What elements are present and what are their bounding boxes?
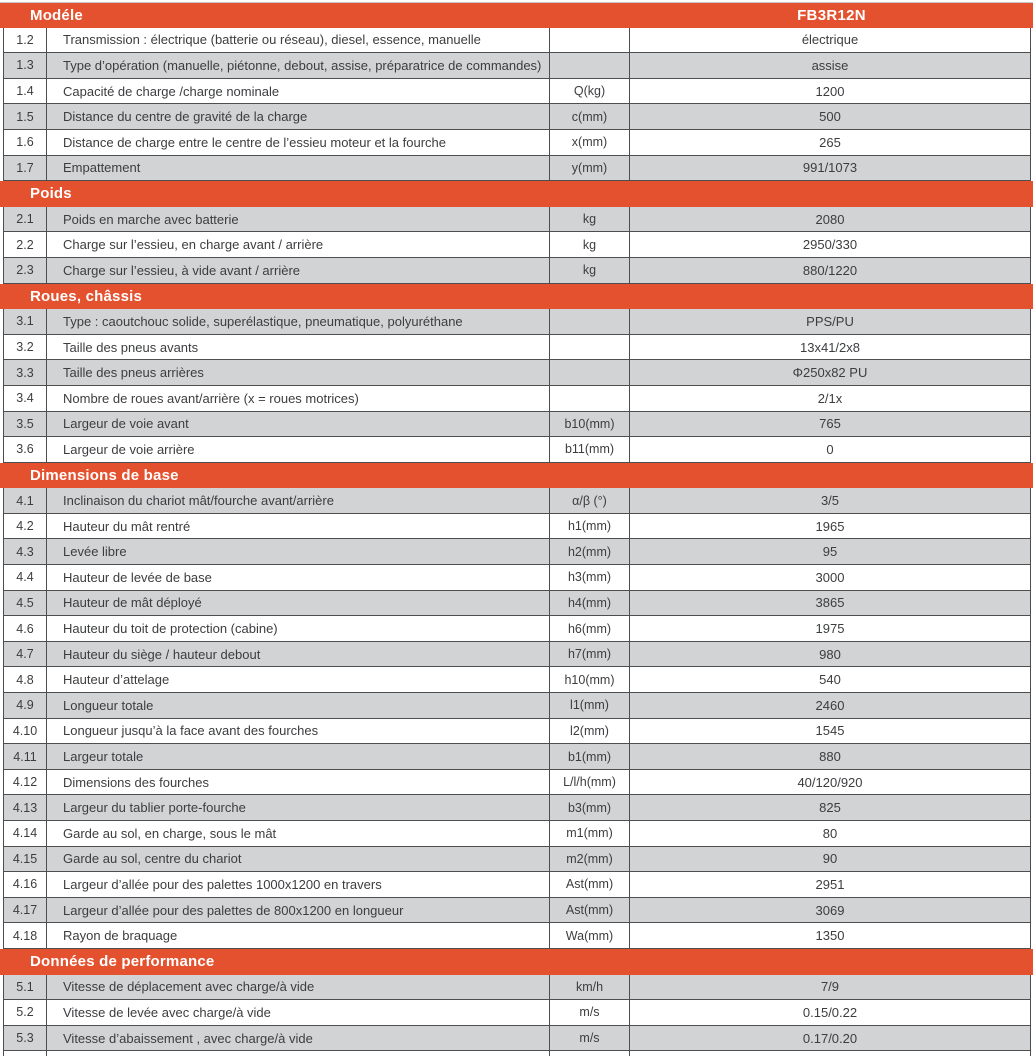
row-description-cell: Largeur totale xyxy=(47,744,550,769)
row-value-cell: 2080 xyxy=(630,207,1031,232)
row-value-cell: 7/9 xyxy=(630,975,1031,1000)
section-title: Roues, châssis xyxy=(30,287,143,305)
row-value-cell: 500 xyxy=(630,104,1031,129)
row-value-cell: 1975 xyxy=(630,616,1031,641)
row-description-cell: Type d’opération (manuelle, piétonne, debout, assise, préparatrice de commandes) xyxy=(47,53,550,78)
row-description-cell: Capacité de charge /charge nominale xyxy=(47,79,550,104)
row-value-cell: 825 xyxy=(630,795,1031,820)
row-value-cell: 1545 xyxy=(630,719,1031,744)
row-unit-cell: h4(mm) xyxy=(550,591,630,616)
spec-row xyxy=(3,437,1031,463)
row-number-cell: 1.7 xyxy=(3,156,47,181)
row-unit-cell: m/s xyxy=(550,1000,630,1025)
row-number-cell: 3.5 xyxy=(3,412,47,437)
row-unit-cell: α/β (°) xyxy=(550,488,630,513)
row-description-cell: Vitesse de levée avec charge/à vide xyxy=(47,1000,550,1025)
spec-row xyxy=(3,693,1031,719)
spec-row xyxy=(3,642,1031,668)
row-number-cell: 3.6 xyxy=(3,437,47,462)
spec-row xyxy=(3,104,1031,130)
row-number-cell: 1.4 xyxy=(3,79,47,104)
row-unit-cell: km/h xyxy=(550,975,630,1000)
spec-row xyxy=(3,79,1031,105)
row-number-cell: 1.3 xyxy=(3,53,47,78)
spec-row xyxy=(3,616,1031,642)
spec-row xyxy=(3,335,1031,361)
row-unit-cell: y(mm) xyxy=(550,156,630,181)
row-unit-cell: Q(kg) xyxy=(550,79,630,104)
row-number-cell: 4.5 xyxy=(3,591,47,616)
spec-row xyxy=(3,1000,1031,1026)
spec-row xyxy=(3,130,1031,156)
section-header-band xyxy=(0,949,1033,975)
row-value-cell: 95 xyxy=(630,539,1031,564)
row-value-cell: électrique xyxy=(630,28,1031,53)
row-description-cell: Largeur d’allée pour des palettes de 800x1200 en longueur xyxy=(47,898,550,923)
row-value-cell: 2460 xyxy=(630,693,1031,718)
row-value-cell: 3865 xyxy=(630,591,1031,616)
row-number-cell: 4.17 xyxy=(3,898,47,923)
row-value-cell: 540 xyxy=(630,667,1031,692)
row-number-cell: 4.1 xyxy=(3,488,47,513)
row-description-cell: Hauteur d’attelage xyxy=(47,667,550,692)
row-value-cell: 0.17/0.20 xyxy=(630,1026,1031,1051)
row-description-cell: Longueur jusqu’à la face avant des fourches xyxy=(47,719,550,744)
row-value-cell: 880/1220 xyxy=(630,258,1031,283)
row-number-cell: 4.13 xyxy=(3,795,47,820)
row-value-cell: 13x41/2x8 xyxy=(630,335,1031,360)
spec-row xyxy=(3,770,1031,796)
row-value-cell: 980 xyxy=(630,642,1031,667)
row-description-cell: Distance du centre de gravité de la charge xyxy=(47,104,550,129)
row-unit-cell: Ast(mm) xyxy=(550,898,630,923)
row-number-cell: 3.1 xyxy=(3,309,47,334)
row-number-cell: 1.6 xyxy=(3,130,47,155)
row-number-cell: 4.4 xyxy=(3,565,47,590)
row-unit-cell: m/s xyxy=(550,1026,630,1051)
row-number-cell: 4.12 xyxy=(3,770,47,795)
row-value-cell: 2951 xyxy=(630,872,1031,897)
row-unit-cell xyxy=(550,1051,630,1056)
row-description-cell: Hauteur de levée de base xyxy=(47,565,550,590)
row-unit-cell: h1(mm) xyxy=(550,514,630,539)
spec-row xyxy=(3,53,1031,79)
row-description-cell: Hauteur de mât déployé xyxy=(47,591,550,616)
spec-row xyxy=(3,386,1031,412)
row-unit-cell: h7(mm) xyxy=(550,642,630,667)
section-title: Dimensions de base xyxy=(30,466,179,484)
spec-row xyxy=(3,539,1031,565)
row-unit-cell: kg xyxy=(550,207,630,232)
row-unit-cell: x(mm) xyxy=(550,130,630,155)
spec-row xyxy=(3,744,1031,770)
spec-row xyxy=(3,156,1031,182)
spec-row xyxy=(3,360,1031,386)
row-number-cell: 2.3 xyxy=(3,258,47,283)
row-unit-cell: l2(mm) xyxy=(550,719,630,744)
row-description-cell: Hauteur du siège / hauteur debout xyxy=(47,642,550,667)
row-value-cell: 991/1073 xyxy=(630,156,1031,181)
spec-row xyxy=(3,898,1031,924)
row-value-cell: 3/5 xyxy=(630,488,1031,513)
model-header-band xyxy=(0,2,1033,28)
row-unit-cell: m2(mm) xyxy=(550,847,630,872)
row-description-cell: Hauteur du toit de protection (cabine) xyxy=(47,616,550,641)
row-description-cell: Garde au sol, en charge, sous le mât xyxy=(47,821,550,846)
row-unit-cell xyxy=(550,309,630,334)
row-description-cell: Hauteur du mât rentré xyxy=(47,514,550,539)
row-description-cell: Largeur du tablier porte-fourche xyxy=(47,795,550,820)
row-description-cell: Type : caoutchouc solide, superélastique, pneumatique, polyuréthane xyxy=(47,309,550,334)
row-value-cell: Φ250x82 PU xyxy=(630,360,1031,385)
section-header-band xyxy=(0,463,1033,489)
row-description-cell: Largeur de voie avant xyxy=(47,412,550,437)
row-unit-cell: h3(mm) xyxy=(550,565,630,590)
row-description-cell: Longueur totale xyxy=(47,693,550,718)
row-description-cell: Charge sur l’essieu, en charge avant / arrière xyxy=(47,232,550,257)
model-label: Modéle xyxy=(30,6,83,24)
spec-row xyxy=(3,28,1031,54)
row-number-cell: 4.15 xyxy=(3,847,47,872)
spec-row xyxy=(3,232,1031,258)
row-unit-cell: kg xyxy=(550,232,630,257)
row-value-cell: 1965 xyxy=(630,514,1031,539)
row-unit-cell: h10(mm) xyxy=(550,667,630,692)
row-number-cell: 1.2 xyxy=(3,28,47,53)
row-value-cell: 765 xyxy=(630,412,1031,437)
row-number-cell: 4.11 xyxy=(3,744,47,769)
row-unit-cell: L/l/h(mm) xyxy=(550,770,630,795)
row-unit-cell: m1(mm) xyxy=(550,821,630,846)
row-description-cell: Levée libre xyxy=(47,539,550,564)
spec-row xyxy=(3,975,1031,1001)
spec-row xyxy=(3,412,1031,438)
row-number-cell: 4.3 xyxy=(3,539,47,564)
row-unit-cell: Ast(mm) xyxy=(550,872,630,897)
spec-table-body xyxy=(0,28,1033,1052)
row-unit-cell: Wa(mm) xyxy=(550,923,630,948)
row-number-cell: 4.8 xyxy=(3,667,47,692)
spec-row xyxy=(3,1026,1031,1052)
row-value-cell: 90 xyxy=(630,847,1031,872)
row-unit-cell: c(mm) xyxy=(550,104,630,129)
row-description-cell: Empattement xyxy=(47,156,550,181)
row-value-cell: 0 xyxy=(630,437,1031,462)
row-number-cell: 3.2 xyxy=(3,335,47,360)
row-number-cell: 4.9 xyxy=(3,693,47,718)
row-number-cell: 4.14 xyxy=(3,821,47,846)
spec-row xyxy=(3,667,1031,693)
row-number-cell: 3.3 xyxy=(3,360,47,385)
row-value-cell: assise xyxy=(630,53,1031,78)
row-number-cell: 4.7 xyxy=(3,642,47,667)
spec-row xyxy=(3,591,1031,617)
row-description-cell: Poids en marche avec batterie xyxy=(47,207,550,232)
row-value-cell: 2950/330 xyxy=(630,232,1031,257)
row-value-cell: 880 xyxy=(630,744,1031,769)
spec-row xyxy=(3,872,1031,898)
row-description-cell: Inclinaison du chariot mât/fourche avant/arrière xyxy=(47,488,550,513)
row-description-cell: Largeur d’allée pour des palettes 1000x1200 en travers xyxy=(47,872,550,897)
spec-row xyxy=(3,847,1031,873)
row-number-cell: 5.1 xyxy=(3,975,47,1000)
section-header-band xyxy=(0,181,1033,207)
row-description-cell: Garde au sol, centre du chariot xyxy=(47,847,550,872)
spec-row xyxy=(3,514,1031,540)
section-title: Poids xyxy=(30,185,72,203)
spec-row xyxy=(3,795,1031,821)
row-description-cell: Dimensions des fourches xyxy=(47,770,550,795)
row-number-cell: 2.2 xyxy=(3,232,47,257)
row-value-cell xyxy=(630,1051,1031,1056)
spec-row xyxy=(3,565,1031,591)
row-number-cell: 2.1 xyxy=(3,207,47,232)
spec-row xyxy=(3,719,1031,745)
row-number-cell: 4.16 xyxy=(3,872,47,897)
row-description-cell xyxy=(47,1051,550,1056)
row-description-cell: Vitesse d’abaissement , avec charge/à vide xyxy=(47,1026,550,1051)
row-unit-cell: h2(mm) xyxy=(550,539,630,564)
row-unit-cell xyxy=(550,335,630,360)
row-value-cell: 40/120/920 xyxy=(630,770,1031,795)
row-description-cell: Largeur de voie arrière xyxy=(47,437,550,462)
row-unit-cell: b10(mm) xyxy=(550,412,630,437)
row-unit-cell xyxy=(550,53,630,78)
spec-row xyxy=(3,821,1031,847)
row-description-cell: Nombre de roues avant/arrière (x = roues motrices) xyxy=(47,386,550,411)
row-number-cell: 5.3 xyxy=(3,1026,47,1051)
row-value-cell: PPS/PU xyxy=(630,309,1031,334)
spec-row xyxy=(3,923,1031,949)
row-description-cell: Distance de charge entre le centre de l’essieu moteur et la fourche xyxy=(47,130,550,155)
row-description-cell: Vitesse de déplacement avec charge/à vide xyxy=(47,975,550,1000)
row-description-cell: Charge sur l’essieu, à vide avant / arrière xyxy=(47,258,550,283)
row-value-cell: 3069 xyxy=(630,898,1031,923)
row-unit-cell: b11(mm) xyxy=(550,437,630,462)
spec-row xyxy=(3,258,1031,284)
row-value-cell: 80 xyxy=(630,821,1031,846)
row-description-cell: Rayon de braquage xyxy=(47,923,550,948)
row-unit-cell: b1(mm) xyxy=(550,744,630,769)
row-number-cell: 3.4 xyxy=(3,386,47,411)
row-value-cell: 0.15/0.22 xyxy=(630,1000,1031,1025)
row-unit-cell: b3(mm) xyxy=(550,795,630,820)
row-value-cell: 2/1x xyxy=(630,386,1031,411)
row-value-cell: 3000 xyxy=(630,565,1031,590)
model-value: FB3R12N xyxy=(797,6,866,24)
row-unit-cell xyxy=(550,386,630,411)
section-title: Données de performance xyxy=(30,953,215,971)
row-description-cell: Taille des pneus avants xyxy=(47,335,550,360)
row-number-cell: 4.10 xyxy=(3,719,47,744)
row-number-cell: 4.6 xyxy=(3,616,47,641)
row-description-cell: Transmission : électrique (batterie ou réseau), diesel, essence, manuelle xyxy=(47,28,550,53)
row-unit-cell: l1(mm) xyxy=(550,693,630,718)
spec-row xyxy=(3,207,1031,233)
row-unit-cell xyxy=(550,360,630,385)
row-unit-cell xyxy=(550,28,630,53)
row-unit-cell: h6(mm) xyxy=(550,616,630,641)
spec-row xyxy=(3,488,1031,514)
spec-row xyxy=(3,309,1031,335)
row-description-cell: Taille des pneus arrières xyxy=(47,360,550,385)
row-number-cell: 5.2 xyxy=(3,1000,47,1025)
row-number-cell: 4.18 xyxy=(3,923,47,948)
row-number-cell xyxy=(3,1051,47,1056)
row-value-cell: 1200 xyxy=(630,79,1031,104)
row-number-cell: 1.5 xyxy=(3,104,47,129)
row-number-cell: 4.2 xyxy=(3,514,47,539)
row-unit-cell: kg xyxy=(550,258,630,283)
row-value-cell: 1350 xyxy=(630,923,1031,948)
section-header-band xyxy=(0,284,1033,310)
row-value-cell: 265 xyxy=(630,130,1031,155)
clipped-partial-row xyxy=(3,1051,1031,1056)
